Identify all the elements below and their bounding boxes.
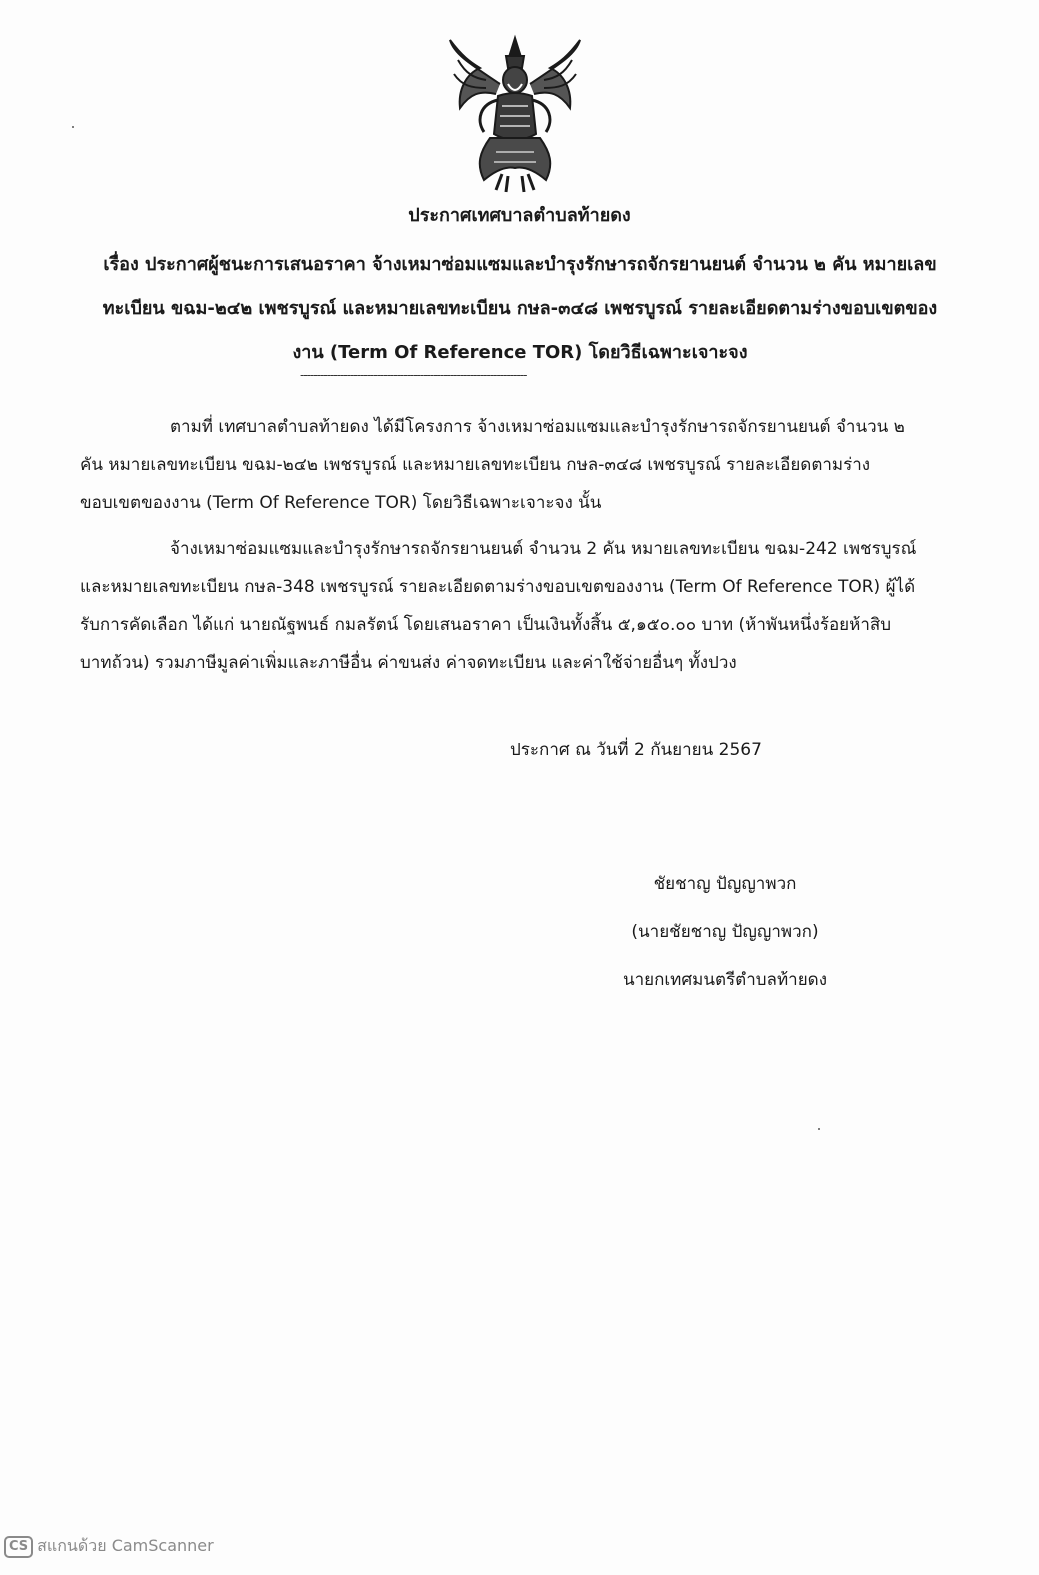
paragraph-line: บาทถ้วน) รวมภาษีมูลค่าเพิ่มและภาษีอื่น ค่าขนส่ง ค่าจดทะเบียน และค่าใช้จ่ายอื่นๆ ทั้งปวง [80, 653, 737, 673]
subject-line: งาน (Term Of Reference TOR) โดยวิธีเฉพาะเจาะจง [292, 342, 748, 363]
scan-speck [818, 1128, 820, 1130]
paragraph-line: ตามที่ เทศบาลตำบลท้ายดง ได้มีโครงการ จ้างเหมาซ่อมแซมและบำรุงรักษารถจักรยานยนต์ จำนวน ๒ [170, 417, 905, 437]
paragraph-line: และหมายเลขทะเบียน กษล-348 เพชรบูรณ์ รายละเอียดตามร่างขอบเขตของงาน (Term Of Reference TOR) ผู้ได้ [80, 577, 916, 597]
camscanner-logo-icon: CS [4, 1536, 33, 1558]
signatory-position: นายกเทศมนตรีตำบลท้ายดง [622, 970, 828, 990]
scanner-watermark-text: สแกนด้วย CamScanner [37, 1536, 214, 1555]
subject-line: เรื่อง ประกาศผู้ชนะการเสนอราคา จ้างเหมาซ่อมแซมและบำรุงรักษารถจักรยานยนต์ จำนวน ๒ คัน หมายเลข [103, 254, 937, 275]
announcement-date: ประกาศ ณ วันที่ 2 กันยายน 2567 [510, 740, 762, 760]
paragraph-line: คัน หมายเลขทะเบียน ขฉม-๒๔๒ เพชรบูรณ์ และหมายเลขทะเบียน กษล-๓๔๘ เพชรบูรณ์ รายละเอียดตามร่าง [80, 455, 871, 475]
garuda-emblem-icon [440, 34, 590, 194]
scanner-watermark [4, 1534, 214, 1559]
paragraph-result [80, 530, 950, 682]
signature-name: ชัยชาญ ปัญญาพวก [653, 874, 797, 894]
announcement-title: ประกาศเทศบาลตำบลท้ายดง [408, 205, 631, 226]
signatory-full-name: (นายชัยชาญ ปัญญาพวก) [631, 922, 819, 942]
subject-line: ทะเบียน ขฉม-๒๔๒ เพชรบูรณ์ และหมายเลขทะเบียน กษล-๓๔๘ เพชรบูรณ์ รายละเอียดตามร่างขอบเขตของ [102, 298, 938, 319]
section-divider: -------------------------------------------------------------------- [300, 368, 527, 382]
signature-block [600, 860, 850, 1004]
scan-speck [72, 126, 74, 128]
paragraph-background [80, 408, 950, 522]
announcement-subject [90, 243, 950, 375]
paragraph-line: ขอบเขตของงาน (Term Of Reference TOR) โดยวิธีเฉพาะเจาะจง นั้น [80, 493, 602, 513]
paragraph-line: จ้างเหมาซ่อมแซมและบำรุงรักษารถจักรยานยนต์ จำนวน 2 คัน หมายเลขทะเบียน ขฉม-242 เพชรบูรณ์ [170, 539, 917, 559]
paragraph-line: รับการคัดเลือก ได้แก่ นายณัฐพนธ์ กมลรัตน์ โดยเสนอราคา เป็นเงินทั้งสิ้น ๕,๑๕๐.๐๐ บาท (ห้าพันหนึ่งร้อยห้าสิบ [80, 615, 892, 635]
